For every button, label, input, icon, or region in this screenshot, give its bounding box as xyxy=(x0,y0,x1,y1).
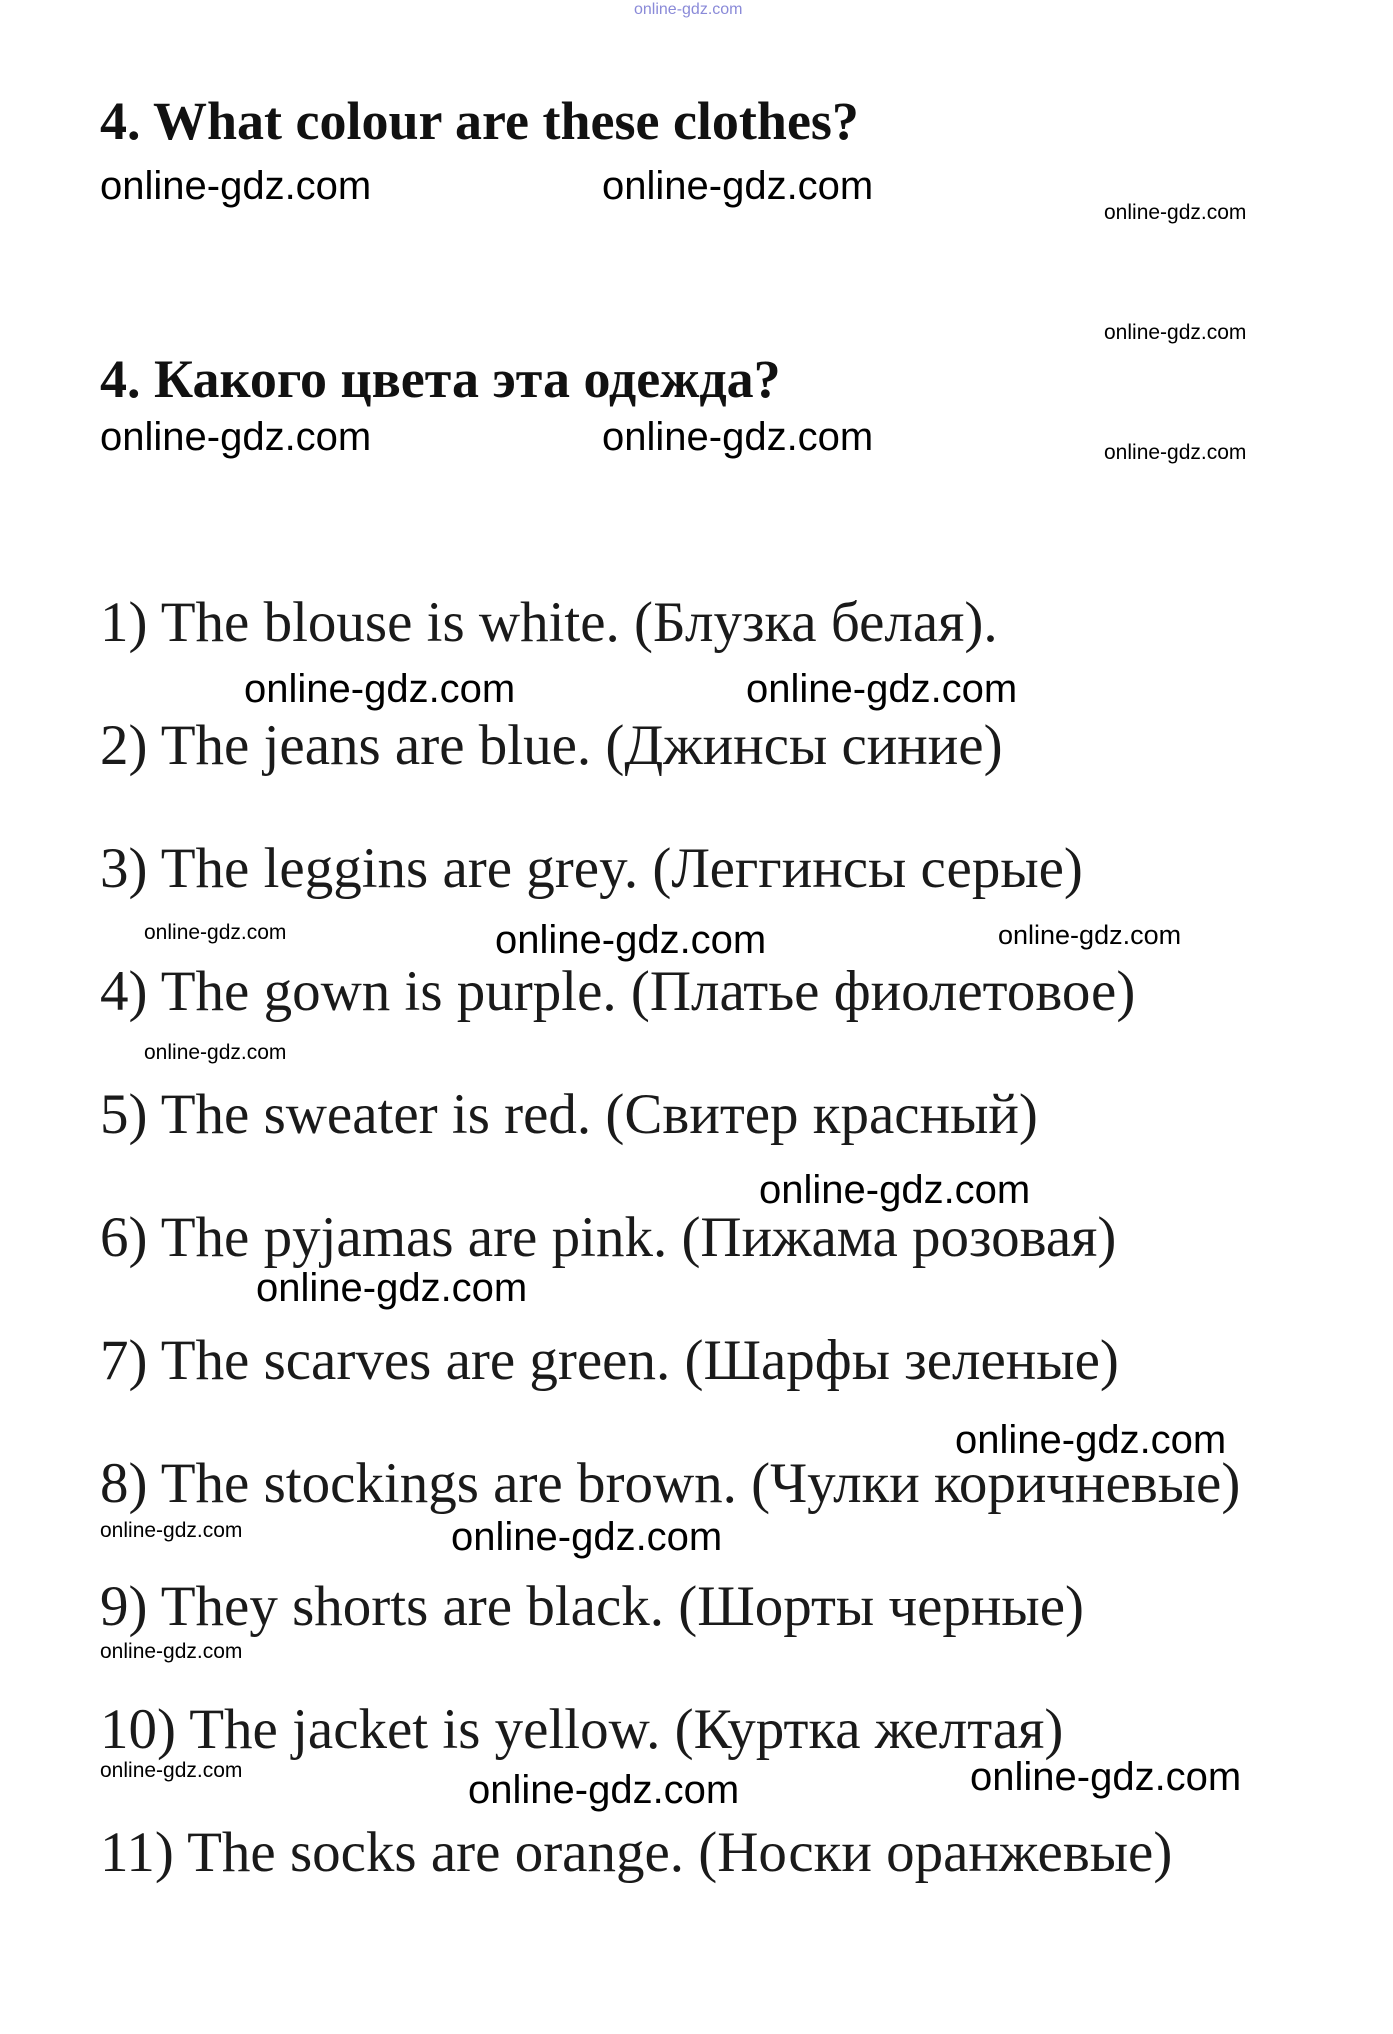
answer-item: 4) The gown is purple. (Платье фиолетовое) xyxy=(100,960,1136,1023)
answer-item: 7) The scarves are green. (Шарфы зеленые) xyxy=(100,1329,1119,1392)
watermark: online-gdz.com xyxy=(256,1266,528,1310)
answer-item: 9) They shorts are black. (Шорты черные) xyxy=(100,1575,1085,1638)
watermark: online-gdz.com xyxy=(144,1041,287,1064)
watermark: online-gdz.com xyxy=(100,1519,243,1542)
watermark: online-gdz.com xyxy=(244,667,516,711)
answer-item: 1) The blouse is white. (Блузка белая). xyxy=(100,591,998,654)
watermark: online-gdz.com xyxy=(100,164,372,208)
watermark: online-gdz.com xyxy=(100,1759,243,1782)
answer-item: 5) The sweater is red. (Свитер красный) xyxy=(100,1083,1038,1146)
watermark: online-gdz.com xyxy=(998,920,1182,950)
watermark: online-gdz.com xyxy=(955,1418,1227,1462)
watermark: online-gdz.com xyxy=(970,1755,1242,1799)
watermark: online-gdz.com xyxy=(144,921,287,944)
watermark-top: online-gdz.com xyxy=(634,1,743,18)
answer-item: 2) The jeans are blue. (Джинсы синие) xyxy=(100,714,1003,777)
watermark: online-gdz.com xyxy=(495,918,767,962)
heading-english: 4. What colour are these clothes? xyxy=(100,91,859,151)
answer-item: 8) The stockings are brown. (Чулки коричневые) xyxy=(100,1452,1241,1515)
watermark: online-gdz.com xyxy=(602,415,874,459)
watermark: online-gdz.com xyxy=(451,1515,723,1559)
watermark: online-gdz.com xyxy=(1104,441,1247,464)
answer-item: 6) The pyjamas are pink. (Пижама розовая) xyxy=(100,1206,1117,1269)
answer-item: 3) The leggins are grey. (Леггинсы серые) xyxy=(100,837,1083,900)
watermark: online-gdz.com xyxy=(759,1168,1031,1212)
answer-item: 11) The socks are orange. (Носки оранжевые) xyxy=(100,1821,1173,1884)
watermark: online-gdz.com xyxy=(100,1640,243,1663)
watermark: online-gdz.com xyxy=(1104,321,1247,344)
watermark: online-gdz.com xyxy=(1104,201,1247,224)
watermark: online-gdz.com xyxy=(602,164,874,208)
watermark: online-gdz.com xyxy=(746,667,1018,711)
watermark: online-gdz.com xyxy=(468,1768,740,1812)
answer-item: 10) The jacket is yellow. (Куртка желтая) xyxy=(100,1698,1064,1761)
heading-russian: 4. Какого цвета эта одежда? xyxy=(100,349,781,409)
watermark: online-gdz.com xyxy=(100,415,372,459)
